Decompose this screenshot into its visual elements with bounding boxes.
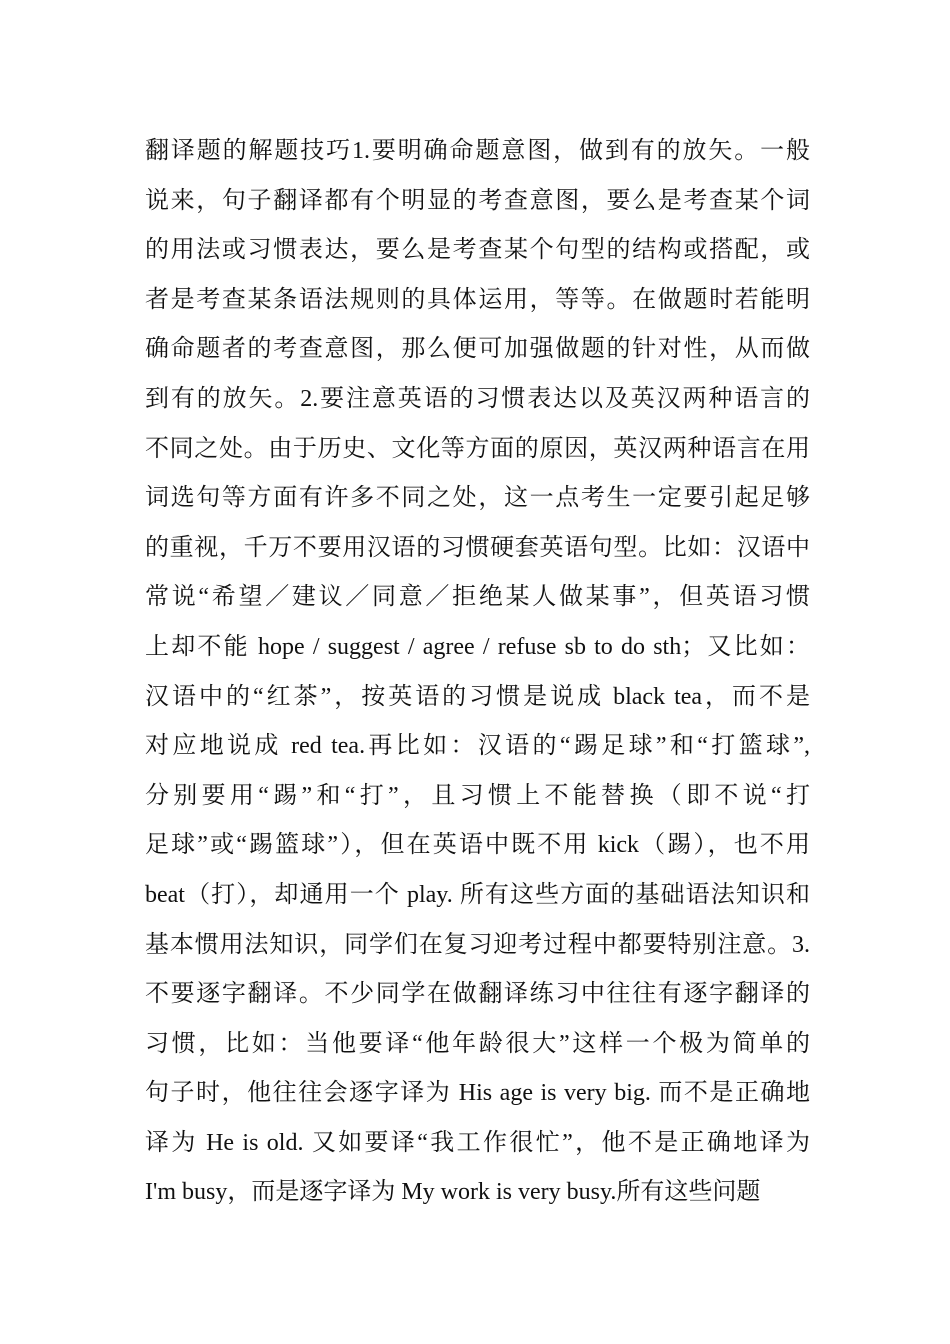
text-line: 的重视，千万不要用汉语的习惯硬套英语句型。比如：汉语中 <box>145 534 810 561</box>
text-line: 确命题者的考查意图，那么便可加强做题的针对性，从而做 <box>145 336 810 363</box>
text-line: 足球”或“踢篮球”），但在英语中既不用 kick（踢），也不用 <box>145 832 810 859</box>
text-line: beat（打），却通用一个 play. 所有这些方面的基础语法知识和 <box>145 881 810 908</box>
text-line: 汉语中的“红茶”，按英语的习惯是说成 black tea，而不是 <box>145 683 810 710</box>
text-line: 习惯，比如：当他要译“他年龄很大”这样一个极为简单的 <box>145 1030 810 1057</box>
text-line: 对应地说成 red tea.再比如：汉语的“踢足球”和“打篮球”, <box>145 733 810 760</box>
text-line: 句子时，他往往会逐字译为 His age is very big. 而不是正确地 <box>145 1080 810 1107</box>
text-line: 上却不能 hope / suggest / agree / refuse sb to do sth；又比如： <box>145 633 810 660</box>
text-line: 的用法或习惯表达，要么是考查某个句型的结构或搭配，或 <box>145 237 810 264</box>
text-line: 译为 He is old. 又如要译“我工作很忙”，他不是正确地译为 <box>145 1129 810 1156</box>
text-line: 不要逐字翻译。不少同学在做翻译练习中往往有逐字翻译的 <box>145 981 810 1008</box>
text-line: I'm busy，而是逐字译为 My work is very busy.所有这些问题 <box>145 1179 761 1206</box>
text-line: 分别要用“踢”和“打”，且习惯上不能替换（即不说“打 <box>145 782 810 809</box>
text-line: 不同之处。由于历史、文化等方面的原因，英汉两种语言在用 <box>145 435 810 462</box>
text-line: 者是考查某条语法规则的具体运用，等等。在做题时若能明 <box>145 286 810 313</box>
body-paragraph <box>145 127 810 1218</box>
text-line: 说来，句子翻译都有个明显的考查意图，要么是考查某个词 <box>145 187 810 214</box>
text-line: 到有的放矢。2.要注意英语的习惯表达以及英汉两种语言的 <box>145 385 810 412</box>
text-line: 词选句等方面有许多不同之处，这一点考生一定要引起足够 <box>145 485 810 512</box>
text-line: 常说“希望／建议／同意／拒绝某人做某事”，但英语习惯 <box>145 584 810 611</box>
text-line: 翻译题的解题技巧1.要明确命题意图，做到有的放矢。一般 <box>145 138 810 164</box>
text-line: 基本惯用法知识，同学们在复习迎考过程中都要特别注意。3. <box>145 931 810 958</box>
